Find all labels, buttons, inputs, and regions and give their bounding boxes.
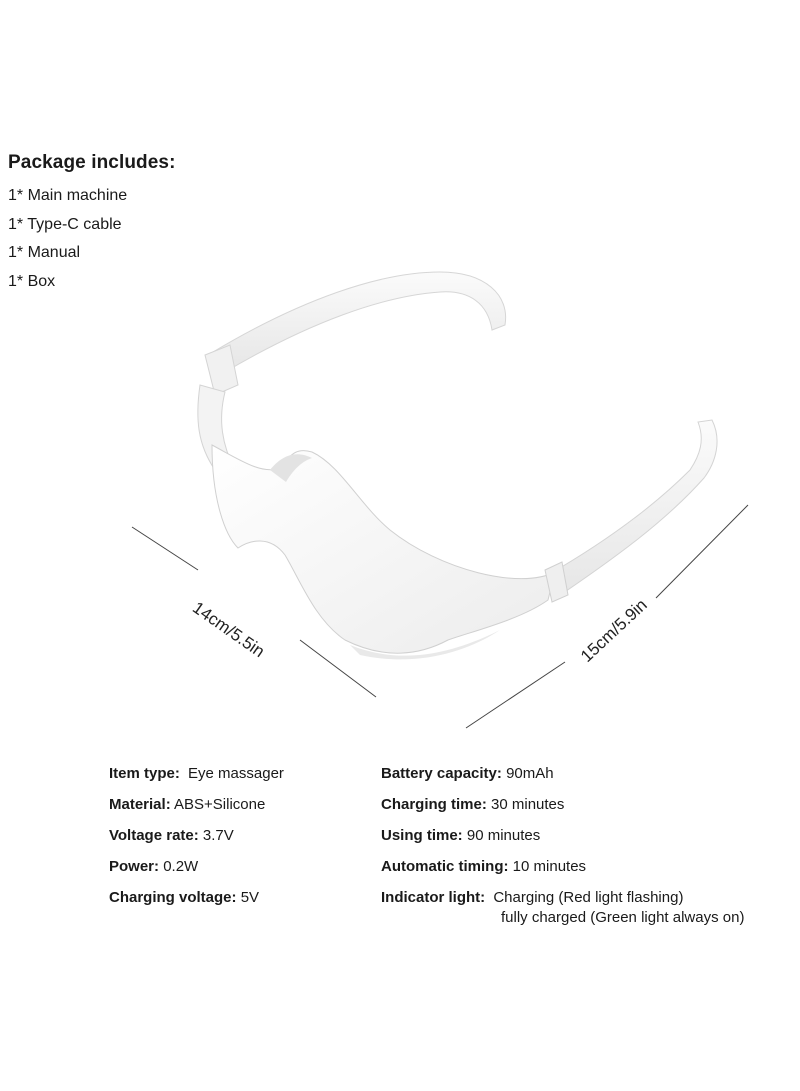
spec-row <box>381 794 683 825</box>
spec-row <box>109 794 284 825</box>
package-item: 1* Main machine <box>8 187 128 204</box>
package-item: 1* Box <box>8 272 56 290</box>
spec-value: 0.2W <box>163 858 199 875</box>
spec-value: Charging (Red light flashing) <box>493 889 684 906</box>
spec-row <box>109 887 284 918</box>
spec-value: 10 minutes <box>512 858 587 875</box>
spec-row <box>109 856 284 887</box>
spec-label: Charging time: <box>381 796 487 813</box>
spec-label: Indicator light: <box>381 889 486 906</box>
spec-value: 90 minutes <box>466 827 541 844</box>
specs-right <box>381 763 683 918</box>
width-dimension-line <box>132 527 198 570</box>
spec-label: Material: <box>109 796 171 813</box>
specs-left <box>109 763 284 918</box>
spec-row <box>381 763 683 794</box>
spec-value: ABS+Silicone <box>174 796 266 813</box>
length-dimension-line <box>466 662 565 728</box>
spec-value: 5V <box>240 889 260 906</box>
spec-label: Using time: <box>381 827 463 844</box>
spec-value: 30 minutes <box>491 796 565 813</box>
package-title: Package includes: <box>8 152 176 173</box>
spec-label: Battery capacity: <box>381 765 502 782</box>
spec-value: 90mAh <box>506 765 554 782</box>
spec-label: Voltage rate: <box>109 827 199 844</box>
spec-value: 3.7V <box>202 827 234 844</box>
spec-row <box>381 856 683 887</box>
spec-label: Power: <box>109 858 160 875</box>
spec-label: Item type: <box>109 765 180 782</box>
spec-row <box>381 825 683 856</box>
package-item: 1* Type-C cable <box>8 215 122 233</box>
spec-value: Eye massager <box>188 765 284 782</box>
length-dimension-label: 15cm/5.9in <box>577 595 651 666</box>
spec-label: Charging voltage: <box>109 889 237 906</box>
spec-label: Automatic timing: <box>381 858 509 875</box>
width-dimension-label: 14cm/5.5in <box>189 598 269 662</box>
package-item: 1* Manual <box>8 244 81 261</box>
spec-row <box>109 763 284 794</box>
spec-row <box>109 825 284 856</box>
indicator-light-extra: fully charged (Green light always on) <box>501 909 745 926</box>
length-dimension-line <box>656 505 748 598</box>
